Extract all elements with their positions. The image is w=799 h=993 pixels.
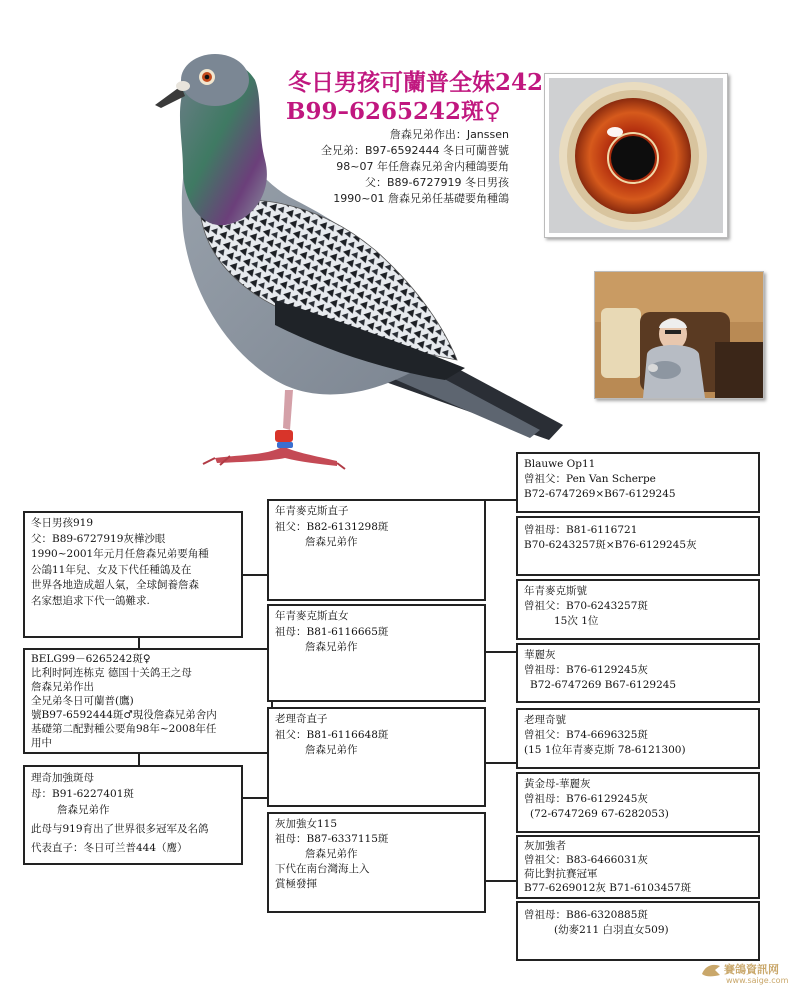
sire-sire-breeder: 詹森兄弟作	[305, 536, 358, 548]
great-grandsire-box-1	[516, 452, 760, 513]
sire-dam-ring: 祖母：B81-6116665斑	[275, 625, 389, 638]
subject-note: 詹森兄弟作出	[31, 681, 94, 693]
gg6-name: 黃金母-華麗灰	[524, 778, 591, 790]
breeder-info	[249, 127, 509, 207]
gg5-ring: 曾祖父：B74-6696325斑	[524, 729, 648, 741]
dam-dam-box	[267, 812, 486, 913]
gg3-name: 年青麥克斯號	[524, 585, 587, 597]
connector	[485, 651, 517, 653]
great-granddam-box-4	[516, 901, 760, 961]
breeder-photo	[594, 271, 764, 399]
gg7-parents: B77-6269012灰 B71-6103457斑	[524, 882, 692, 894]
dam-box	[23, 765, 243, 865]
sire-box	[23, 511, 243, 638]
dam-sire-name: 老理奇直子	[275, 713, 328, 725]
sire-sire-name: 年青麥克斯直子	[275, 505, 349, 517]
info-line-brother-role: 98~07 年任詹森兄弟舍内種鴿要角	[336, 160, 509, 173]
eye-photo-image	[545, 74, 727, 237]
great-granddam-box-1	[516, 516, 760, 576]
breeder-photo-image	[595, 272, 763, 398]
sire-dam-box	[267, 604, 486, 702]
great-grandsire-box-2	[516, 579, 760, 640]
dam-breeder: 詹森兄弟作	[57, 804, 110, 816]
sire-note: 世界各地造成超人氣，全球飼養詹森	[31, 579, 199, 591]
pigeon-logo-icon	[700, 960, 722, 980]
connector	[242, 574, 268, 576]
dam-sire-box	[267, 707, 486, 807]
subject-ring: BELG99－6265242斑♀	[31, 653, 151, 665]
sire-note: 公鴿11年兒、女及下代任種鴿及在	[31, 563, 192, 576]
great-granddam-box-3	[516, 772, 760, 833]
dam-dam-ring: 祖母：B87-6337115斑	[275, 833, 389, 845]
connector	[242, 797, 268, 799]
subject-note: 基礎第二配對種公要角98年~2008年任	[31, 723, 217, 735]
gg7-ring: 曾祖父：B83-6466031灰	[524, 854, 648, 866]
dam-note: 此母与919育出了世界很多冠军及名鸽	[31, 823, 209, 835]
sire-dam-name: 年青麥克斯直女	[275, 610, 349, 622]
dam-sire-breeder: 詹森兄弟作	[305, 744, 358, 756]
sire-note: 名家想追求下代一鴿難求.	[31, 594, 150, 607]
connector	[485, 880, 517, 882]
great-granddam-box-2	[516, 643, 760, 703]
gg5-name: 老理奇號	[524, 714, 566, 726]
connector	[485, 762, 517, 764]
gg3-ring: 曾祖父：B70-6243257斑	[524, 600, 648, 612]
page-title: 冬日男孩可蘭普全妹242	[288, 69, 544, 96]
subject-box	[23, 648, 273, 754]
gg8-ring: 曾祖母：B86-6320885斑	[524, 909, 648, 921]
sire-sire-ring: 祖父：B82-6131298斑	[275, 520, 389, 533]
dam-sire-ring: 祖父：B81-6116648斑	[275, 728, 389, 741]
dam-name: 理奇加強斑母	[31, 772, 94, 784]
great-grandsire-box-4	[516, 835, 760, 899]
dam-dam-name: 灰加強女115	[275, 818, 338, 830]
gg8-parents: (幼麥211 白羽直女509)	[554, 924, 669, 936]
gg2-ring: 曾祖母：B81-6116721	[524, 524, 638, 536]
gg1-parents: B72-6747269×B67-6129245	[524, 488, 676, 500]
gg6-ring: 曾祖母：B76-6129245灰	[524, 793, 648, 805]
info-line-father-role: 1990~01 詹森兄弟任基礎要角種鴿	[333, 192, 509, 205]
gg4-ring: 曾祖母：B76-6129245灰	[524, 664, 648, 676]
sire-dam-breeder: 詹森兄弟作	[305, 641, 358, 653]
sire-ring: 父：B89-6727919灰樺沙眼	[31, 532, 166, 545]
watermark-brand: 賽鴿資訊网	[724, 963, 779, 976]
dam-note: 代表直子：冬日可兰普444（鹰）	[31, 842, 188, 854]
subject-note: 號B97-6592444斑♂現役詹森兄弟舍内	[31, 709, 217, 721]
sire-sire-box	[267, 499, 486, 601]
watermark	[700, 960, 796, 990]
gg6-parents: (72-6747269 67-6282053)	[530, 808, 669, 820]
gg4-parents: B72-6747269 B67-6129245	[530, 679, 677, 691]
dam-dam-note: 下代在南台灣海上入	[275, 863, 370, 875]
sire-note: 1990~2001年元月任詹森兄弟要角種	[31, 548, 209, 560]
ring-number-title: B99–6265242斑♀	[286, 98, 501, 125]
subject-note: 全兄弟冬日可蘭普(鷹)	[31, 695, 134, 707]
gg4-name: 華麗灰	[524, 649, 556, 661]
gg5-note: (15 1位年青麥克斯 78-6121300)	[524, 744, 686, 756]
subject-note: 比利时阿连栋克 德国十关鸽王之母	[31, 667, 192, 679]
gg2-parents: B70-6243257斑×B76-6129245灰	[524, 539, 697, 551]
gg3-result: 15次 1位	[554, 615, 599, 627]
info-line-full-brother: 全兄弟：B97-6592444 冬日可蘭普號	[321, 144, 509, 157]
great-grandsire-box-3	[516, 708, 760, 769]
eye-photo	[544, 73, 728, 238]
info-line-father: 父：B89-6727919 冬日男孩	[365, 176, 509, 189]
subject-note: 用中	[31, 737, 52, 749]
dam-dam-note: 賞極發揮	[275, 878, 317, 890]
gg7-name: 灰加強者	[524, 840, 566, 852]
connector	[485, 499, 517, 501]
gg7-note: 荷比對抗賽冠軍	[524, 868, 598, 880]
dam-ring: 母：B91-6227401斑	[31, 788, 134, 800]
sire-name: 冬日男孩919	[31, 517, 94, 529]
info-line-breeder: 詹森兄弟作出：Janssen	[389, 128, 509, 141]
watermark-url: www.saige.com	[726, 976, 789, 985]
dam-dam-breeder: 詹森兄弟作	[305, 848, 358, 860]
gg1-name: Blauwe Op11	[524, 458, 596, 470]
gg1-sire: 曾祖父：Pen Van Scherpe	[524, 473, 656, 485]
